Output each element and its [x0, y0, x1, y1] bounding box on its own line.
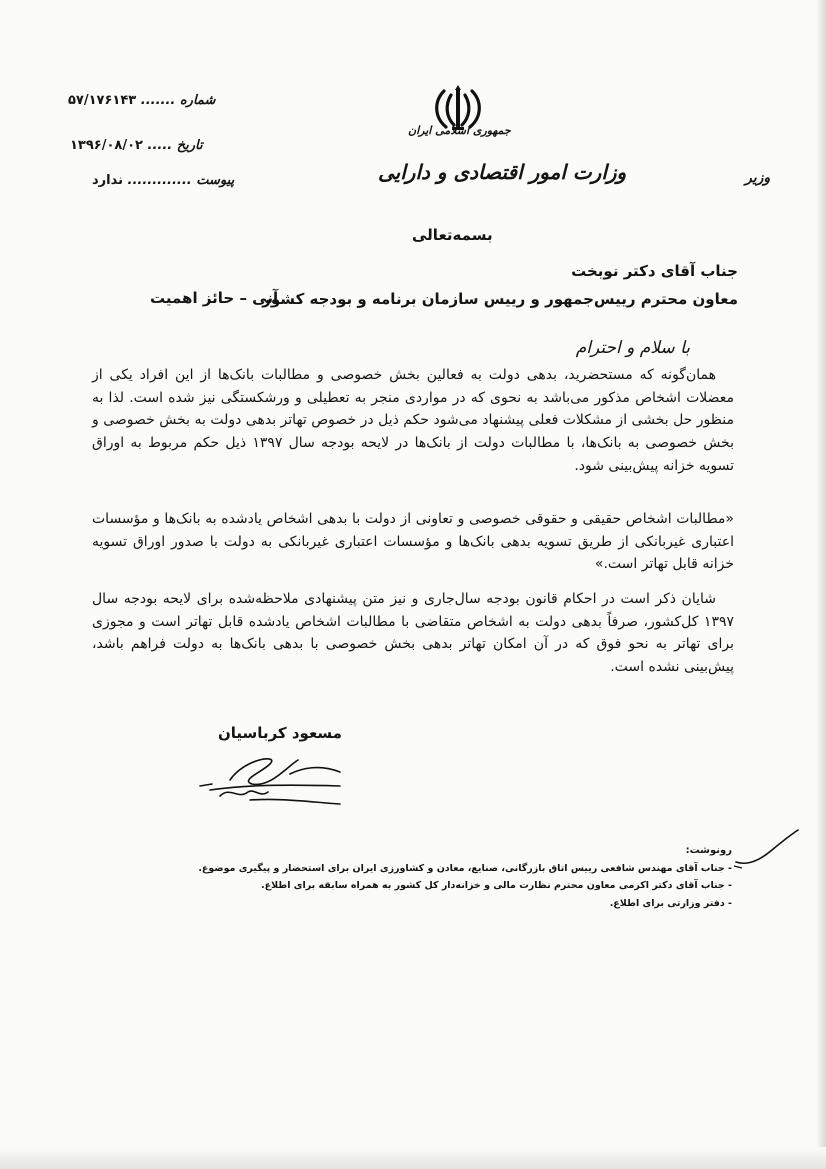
ministry-name: وزارت امور اقتصادی و دارایی [378, 160, 627, 184]
paragraph-1: همان‌گونه که مستحضرید، بدهی دولت به فعالین بخش خصوصی و مطالبات بانک‌ها از این افراد یکی از معضلات اشخاص مذکور می‌باشد به نحوی که در مواردی منجر به تعطیلی و ورشکستگی نیز شده است. لذا به منظور حل بخشی از مشکلات فعلی پیشنهاد می‌شود حکم ذیل در خصوص تهاتر بدهی دولت به بخش خصوصی و بخش خصوصی به بانک‌ها، با مطالبات دولت از بانک‌ها در لایحه بودجه سال ۱۳۹۷ ذیل حکم مربوط به اوراق تسویه خزانه پیش‌بینی شود. [92, 367, 734, 474]
cc-line-3: - دفتر وزارتی برای اطلاع. [609, 897, 732, 909]
attachment-value: ندارد [92, 173, 124, 188]
number-value: ۵۷/۱۷۶۱۴۳ [68, 93, 137, 108]
handwritten-mark-icon [732, 822, 802, 872]
paragraph-3: شایان ذکر است در احکام قانون بودجه سال‌جاری و نیز متن پیشنهادی ملاحظه‌شده برای لایحه بودجه سال ۱۳۹۷ کل‌کشور، صرفاً بدهی دولت به اشخاص متقاضی با مطالبات اشخاص یادشده قابل تهاتر است و مجوزی برای تهاتر به نحو فوق که در آن امکان تهاتر بدهی بخش خصوصی با بدهی بانک‌ها به دولت فراهم باشد، پیش‌بینی نشده است. [92, 591, 734, 676]
scan-edge-right [816, 0, 826, 1169]
signatory-name: مسعود کرباسیان [218, 724, 342, 742]
addressee-name: جناب آقای دکتر نوبخت [571, 262, 738, 280]
minister-title: وزیر [745, 170, 771, 186]
country-name: جمهوری اسلامی ایران [408, 124, 511, 137]
bismillah: بسمه‌تعالی [412, 226, 493, 244]
letter-attachment: پیوست ............. ندارد [92, 173, 235, 188]
attachment-label: پیوست [196, 173, 235, 188]
number-label: شماره [179, 93, 216, 108]
cc-title: رونوشت: [685, 845, 732, 856]
paragraph-2: «مطالبات اشخاص حقیقی و حقوقی خصوصی و تعاونی از دولت با بدهی اشخاص یادشده به بانک‌ها و مؤسسات اعتباری غیربانکی از طریق تسویه بدهی بانک‌ها و مؤسسات اعتباری غیربانکی به دولت با صدور اوراق تسویه خزانه قابل تهاتر است.» [92, 511, 734, 573]
date-value: ۱۳۹۶/۰۸/۰۲ [70, 138, 143, 153]
letter-date: تاریخ ..... ۱۳۹۶/۰۸/۰۲ [70, 138, 203, 153]
date-label: تاریخ [176, 138, 203, 153]
addressee-title: معاون محترم رییس‌جمهور و رییس سازمان برنامه و بودجه کشور [262, 290, 738, 308]
urgency-label: آنی – حائز اهمیت [150, 289, 279, 307]
letter-number: شماره ....... ۵۷/۱۷۶۱۴۳ [68, 93, 216, 108]
cc-line-2: - جناب آقای دکتر اکرمی معاون محترم نظارت مالی و خزانه‌دار کل کشور به همراه سابقه برای اطلاع. [260, 880, 732, 891]
scan-edge-bottom [0, 1147, 826, 1169]
signature-scribble-icon [190, 750, 350, 812]
cc-block [198, 842, 732, 912]
greeting: با سلام و احترام [575, 338, 690, 358]
cc-line-1: - جناب آقای مهندس شافعی رییس اتاق بازرگانی، صنایع، معادن و کشاورزی ایران برای استحضار و پیگیری موضوع. [198, 862, 732, 874]
